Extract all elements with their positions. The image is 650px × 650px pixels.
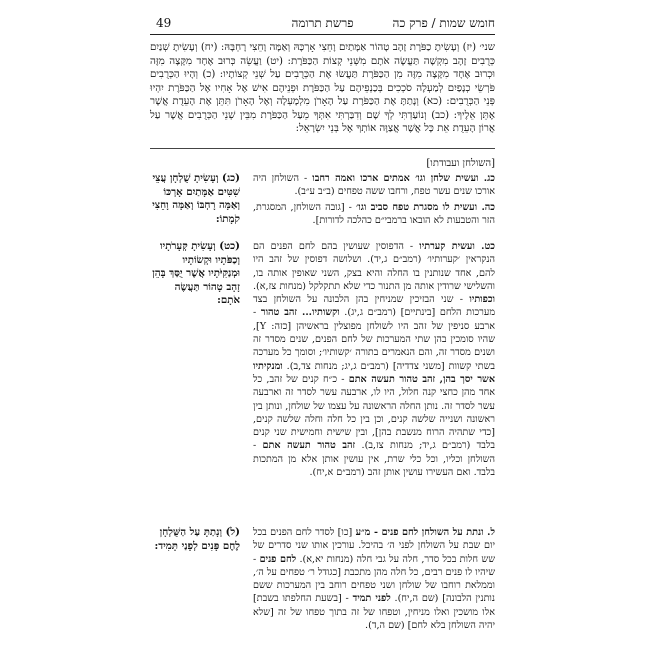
commentary-29-body-5: - השולחן וכליו, וכל כלי שרת, אין עושין אותן אלא מן המתכות בלבד. ואם העשירו עושין אותן זהב (רמב״ם א,יח). — [253, 440, 495, 479]
commentary-30-head: ל. ונתת על השולחן לחם פנים - מ״ע — [355, 527, 495, 538]
commentary-29-head-4: ומנקיתיו אשר יסך בהן, זהב טהור תעשה אתם — [253, 360, 495, 385]
commentary-29-head-3: וקשותיו... זהב טהור — [260, 307, 340, 319]
verse-23: (כג) וְעָשִׂיתָ שֻׁלְחָן עֲצֵי שִׁטִּים אַמָּתַיִם אָרְכּוֹ וְאַמָּה רָחְבּוֹ וְאַמָּה וָחֵצִי קֹמָתוֹ: — [152, 172, 240, 225]
commentary-30-body-1: [כו] לסדר לחם הפנים בכל יום שבת על השולחן לפני ה׳ בהיכל. עורכין אותו שני סדרים של שש חלות בכל סדר, חלה על גבי חלה (מנחות יא,א). — [253, 527, 495, 565]
page-number: 49 — [156, 16, 172, 30]
commentary-29-head: כט. ועשית קערתיו — [419, 241, 495, 252]
commentary-25-head: כה. ועשית לו מסגרת טפח סביב וגו׳ — [356, 202, 495, 213]
commentary-30-head-3: לפני תמיד — [352, 593, 391, 605]
commentary-30-body-2: - שיהיו לו פנים רבים, כל חלה מהן מתכבת [כגודל ר׳ טפחים על ה׳, וממלאת רוחבו של שולחן ושני טפחים רוחב בין המערכות ששם נותנין הלבונה] (שם ה,יח). — [253, 553, 495, 605]
parasha-title: פרשת תרומה — [291, 16, 354, 30]
verse-29: (כט) וְעָשִׂיתָ קְּעָרֹתָיו וְכַפֹּתָיו וּקְשׂוֹתָיו וּמְנַקִּיֹּתָיו אֲשֶׁר יֻסַּךְ בָּהֵן זָהָב טָהוֹר תַּעֲשֶׂה אֹתָם: — [152, 240, 240, 306]
commentary-29-body-4: - כ״ח קנים של זהב, כל אחד מהן כחצי קנה חלול, היו לו, ארבעה עשר לסדר זה וארבעה עשר לסדר זה. נותן החלה הראשונה על עצמו של שולחן, ונותן בין ראשונה ושנייה שלשה קנים, וכן בין כל חלה וחלה שלשה קנים, [כדי שתהיה הרוח מנשבת בהן], ובין שישית וחמישית שני קנים בלבד (רמב״ם ג,יד; מנחות צז,ב). — [253, 373, 496, 452]
section-divider — [150, 148, 495, 149]
page-header — [150, 16, 495, 35]
verse-30: (ל) וְנָתַתָּ עַל הַשֻּׁלְחָן לֶחֶם פָּנִים לְפָנַי תָּמִיד: — [154, 526, 240, 552]
commentary-30-head-2: לחם פנים — [259, 553, 297, 565]
torah-text-block: שני׳ (יז) וְעָשִׂיתָ כַפֹּרֶת זָהָב טָהוֹר אַמָּתַיִם וָחֵצִי אָרְכָּהּ וְאַמָּה וָחֵצִי רָחְבָּהּ: (יח) וְעָשִׂיתָ שְׁנַיִם כְּרֻבִים זָהָב מִקְשָׁה תַּעֲשֶׂה אֹתָם מִשְּׁנֵי קְצוֹת הַכַּפֹּרֶת: (יט) וַעֲשֵׂה כְּרוּב אֶחָד מִקָּצָה מִזֶּה וּכְרוּב אֶחָד מִקָּצָה מִזֶּה מִן הַכַּפֹּרֶת תַּעֲשׂוּ אֶת הַכְּרֻבִים עַל שְׁנֵי קְצוֹתָיו: (כ) וְהָיוּ הַכְּרֻבִים פֹּרְשֵׂי כְנָפַיִם לְמַעְלָה סֹכְכִים בְּכַנְפֵיהֶם עַל הַכַּפֹּרֶת וּפְנֵיהֶם אִישׁ אֶל אָחִיו אֶל הַכַּפֹּרֶת יִהְיוּ פְּנֵי הַכְּרֻבִים: (כא) וְנָתַתָּ אֶת הַכַּפֹּרֶת עַל הָאָרֹן מִלְמָעְלָה וְאֶל הָאָרֹן תִּתֵּן אֶת הָעֵדֻת אֲשֶׁר אֶתֵּן אֵלֶיךָ: (כב) וְנוֹעַדְתִּי לְךָ שָׁם וְדִבַּרְתִּי אִתְּךָ מֵעַל הַכַּפֹּרֶת מִבֵּין שְׁנֵי הַכְּרֻבִים אֲשֶׁר עַל אֲרוֹן הָעֵדֻת אֵת כָּל אֲשֶׁר אֲצַוֶּה אוֹתְךָ אֶל בְּנֵי יִשְׂרָאֵל: — [150, 42, 495, 134]
commentary-25 — [253, 201, 495, 228]
commentary-23-head: כג. ועשית שלחן וגו׳ אמתים ארכו ואמה רחבו — [312, 173, 495, 184]
commentary-30-body-3: - [בשעת החלפתו בשבת] אלו מושכין ואלו מניחין, וטפחו של זה בתוך טפחו של זה [שלא יהיה השולחן בלא לחם] (שם ה,ד). — [253, 593, 495, 632]
commentary-29-body-1: - הדפוסין שעושין בהם לחם הפנים הם הנקראין ׳קערותיו׳ (רמב״ם ג,יד). ושלושה דפוסין של זהב היו להם, אחד שנותנין בו החלה והיא בצק, השני שאופין אותה בו, והשלישי שרודין אותה מן התנור כדי שלא תתקלקל (מנחות צז,א). — [253, 241, 495, 292]
commentary-29-head-2: וכפותיו — [469, 294, 495, 306]
commentary-29-head-5: זהב טהור תעשה אתם — [262, 440, 356, 452]
running-title: חומש שמות / פרק כה — [392, 16, 495, 30]
section-title: [השולחן ועבודתו] — [426, 158, 495, 169]
commentary-29-body-2: - שני הבזיכין שמניחין בהן הלבונה על השולחן בצד מערכות הלחם [בינתיים] (רמב״ם ג,יג). — [253, 294, 496, 319]
commentary-30 — [253, 526, 495, 632]
commentary-29-body-3: - ארבע סניפין של זהב היו לשולחן מפוצלין בראשיהן [כזה: Y], שהיו סומכין בהן שתי המערכות של לחם הפנים, שנים מסדר זה ושנים מסדר זה, והם הנאמרים בתורה ׳קשותיו׳; וסומך כל מערכה בשתי קשוות [משני צדדיה] (רמב״ם ג,יג; מנחות צד,ב). — [253, 307, 495, 372]
commentary-23-body: - השולחן היה אורכו שנים עשר טפח, ורחבו ששה טפחים (ב״ב ע״ב). — [253, 173, 495, 198]
commentary-23 — [253, 172, 495, 199]
commentary-29 — [253, 240, 495, 479]
commentary-25-body: - [גובה השולחן, המסגרת, הזר והטבעות לא הובאו ברמבי״ם כהלכה לדורות]. — [253, 202, 495, 227]
